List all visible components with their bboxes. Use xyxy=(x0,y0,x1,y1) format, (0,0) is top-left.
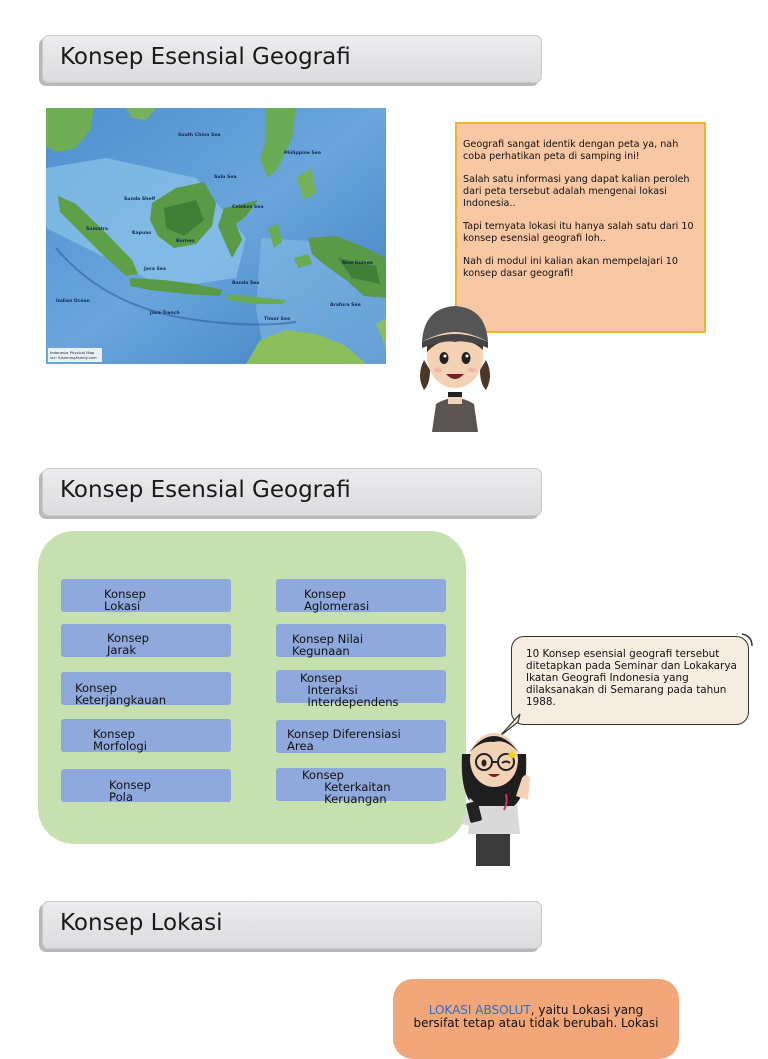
map-label-sunda-shelf: Sunda Shelf xyxy=(124,197,156,202)
konsep-jarak-box[interactable] xyxy=(61,624,231,657)
intro-note-paragraph: Tapi ternyata lokasi itu hanya salah satu dari 10 konsep esensial geografi loh.. xyxy=(463,220,694,244)
lokasi-absolut-term: LOKASI ABSOLUT xyxy=(428,1003,531,1017)
map-label-sulu-sea: Sulu Sea xyxy=(214,175,237,180)
map-label-celebes-sea: Celebes Sea xyxy=(232,205,264,210)
map-label-banda-sea: Banda Sea xyxy=(232,281,260,286)
map-caption-source: src: iLearningFamily.com xyxy=(50,355,97,360)
map-label-philippine-sea: Philippine Sea xyxy=(284,151,322,156)
konsep-morfologi-box[interactable] xyxy=(61,719,231,752)
konsep-lokasi-box[interactable] xyxy=(61,579,231,612)
map-label-java-sea: Java Sea xyxy=(144,267,167,272)
konsep-label: Konsep Keterjangkauan xyxy=(75,681,167,707)
section-title-bar xyxy=(42,35,542,83)
konsep-label: Konsep Lokasi xyxy=(104,587,146,613)
konsep-label: Konsep Nilai Kegunaan xyxy=(292,632,364,658)
map-label-indian-ocean: Indian Ocean xyxy=(56,299,90,304)
konsep-label: Konsep Jarak xyxy=(107,631,149,657)
section-title: Konsep Esensial Geografi xyxy=(60,477,351,503)
section-title-bar xyxy=(42,468,542,516)
speech-text: 10 Konsep esensial geografi tersebut ditetapkan pada Seminar dan Lokakarya Ikatan Geografi Indonesia yang dilaksanakan di Semarang pada tahun 1988. xyxy=(526,648,737,708)
girl-beanie-character xyxy=(410,300,500,432)
konsep-label: Konsep Morfologi xyxy=(93,727,147,753)
konsep-diferensiasi-box[interactable] xyxy=(276,720,446,753)
konsep-label: Konsep Aglomerasi xyxy=(304,587,370,613)
konsep-keterjangkauan-box[interactable] xyxy=(61,672,231,705)
lokasi-absolut-text: bersifat tetap atau tidak berubah. Lokasi xyxy=(413,1016,659,1030)
section-title: Konsep Esensial Geografi xyxy=(60,44,351,70)
map-label-timor-sea: Timor Sea xyxy=(264,317,291,322)
map-label-java-trench: Java Trench xyxy=(150,311,180,316)
konsep-keterkaitan-box[interactable] xyxy=(276,768,446,806)
map-label-new-guinea: New Guinea xyxy=(342,261,373,266)
konsep-label: Konsep Diferensiasi Area xyxy=(287,727,401,753)
speech-bubble-curl xyxy=(740,632,756,648)
map-label-borneo: Borneo xyxy=(176,239,195,244)
intro-note-paragraph: Nah di modul ini kalian akan mempelajari 10 konsep dasar geografi! xyxy=(463,256,678,279)
section-title-bar xyxy=(42,901,542,949)
speech-bubble xyxy=(511,636,749,725)
intro-note-paragraph: Geografi sangat identik dengan peta ya, nah coba perhatikan peta di samping ini! xyxy=(463,139,679,162)
lokasi-absolut-text: , yaitu Lokasi yang xyxy=(530,1003,644,1017)
map-label-arafura-sea: Arafura Sea xyxy=(330,303,361,308)
map-label-sumatra: Sumatra xyxy=(86,227,109,232)
map-label-south-china-sea: South China Sea xyxy=(178,133,221,138)
intro-note-paragraph: Salah satu informasi yang dapat kalian peroleh dari peta tersebut adalah mengenai lokasi Indonesia.. xyxy=(463,174,690,209)
map-caption: Indonesia Physical Map xyxy=(50,350,95,355)
section-title: Konsep Lokasi xyxy=(60,910,223,936)
girl-glasses-character xyxy=(450,714,540,866)
konsep-pola-box[interactable] xyxy=(61,769,231,802)
konsep-label: Konsep Interaksi Interdependens xyxy=(300,671,399,709)
konsep-nilai-kegunaan-box[interactable] xyxy=(276,624,446,657)
konsep-interaksi-box[interactable] xyxy=(276,670,446,709)
konsep-label: Konsep Pola xyxy=(109,778,151,804)
indonesia-physical-map xyxy=(46,108,386,364)
konsep-aglomerasi-box[interactable] xyxy=(276,579,446,612)
konsep-label: Konsep Keterkaitan Keruangan xyxy=(302,768,391,806)
map-label-kapuas: Kapuas xyxy=(132,231,152,236)
lokasi-absolut-box xyxy=(393,979,679,1059)
